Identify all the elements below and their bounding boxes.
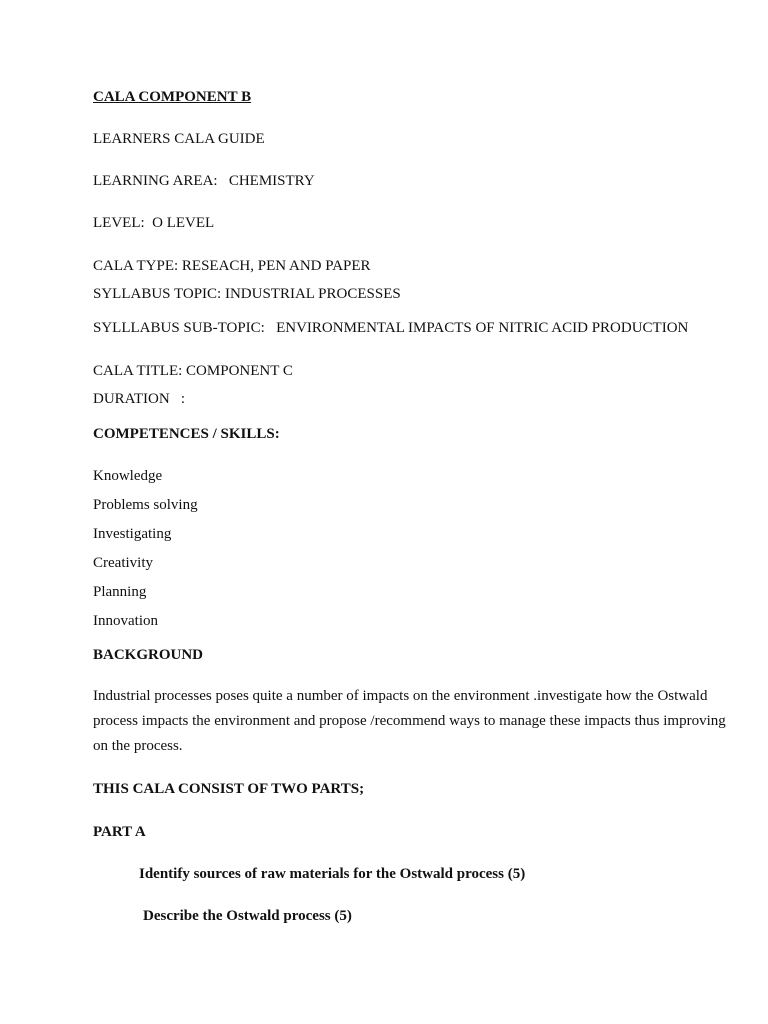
part-a-task: Describe the Ostwald process (5) [143, 908, 352, 924]
guide-title: LEARNERS CALA GUIDE [93, 131, 265, 147]
cala-title: CALA TITLE: COMPONENT C [93, 363, 293, 379]
skill-item: Innovation [93, 613, 158, 629]
level: LEVEL: O LEVEL [93, 215, 215, 231]
skill-item: Knowledge [93, 468, 163, 484]
skill-item: Planning [93, 584, 147, 600]
competences-heading: COMPETENCES / SKILLS: [93, 426, 280, 442]
duration: DURATION : [93, 391, 186, 407]
skill-item: Investigating [93, 526, 172, 542]
parts-heading: THIS CALA CONSIST OF TWO PARTS; [93, 781, 365, 797]
background-heading: BACKGROUND [93, 647, 204, 663]
syllabus-topic: SYLLABUS TOPIC: INDUSTRIAL PROCESSES [93, 286, 401, 302]
skill-item: Creativity [93, 555, 153, 571]
skill-item: Problems solving [93, 497, 198, 513]
learning-area: LEARNING AREA: CHEMISTRY [93, 173, 315, 189]
background-paragraph: Industrial processes poses quite a number of impacts on the environment .investigate how the Ostwald process impacts the environment and propose /recommend ways to manage these impacts thus improving on the process. [93, 688, 726, 754]
part-a-heading: PART A [93, 824, 146, 840]
document-heading: CALA COMPONENT B [93, 89, 252, 105]
part-a-task: Identify sources of raw materials for the Ostwald process (5) [139, 866, 526, 882]
syllabus-subtopic: SYLLLABUS SUB-TOPIC: ENVIRONMENTAL IMPACTS OF NITRIC ACID PRODUCTION [93, 320, 689, 336]
cala-type: CALA TYPE: RESEACH, PEN AND PAPER [93, 258, 371, 274]
